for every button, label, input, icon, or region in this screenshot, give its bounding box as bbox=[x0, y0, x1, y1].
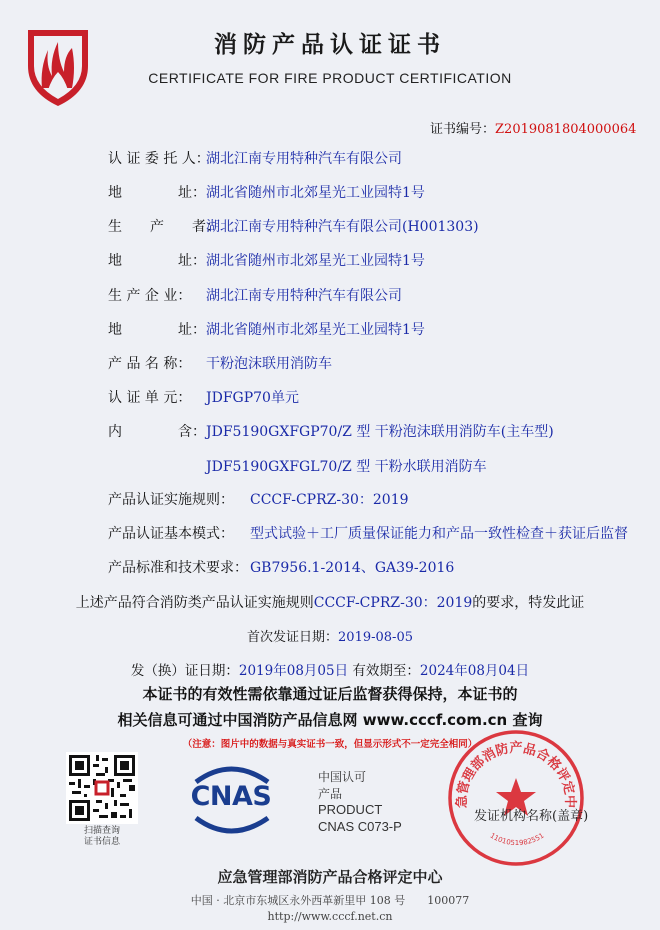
qr-code[interactable] bbox=[66, 752, 138, 824]
field-value-product-name: 干粉泡沫联用消防车 bbox=[206, 356, 332, 372]
field-value-contains-1: JDF5190GXFGP70/Z 型 干粉泡沫联用消防车(主车型) bbox=[206, 424, 554, 440]
cnas-line-1: 中国认可 bbox=[318, 770, 367, 784]
field-value-applicant: 湖北江南专用特种汽车有限公司 bbox=[206, 151, 402, 167]
issue-date-label: 发（换）证日期： bbox=[130, 663, 239, 679]
seal-number: 1101051982551 bbox=[488, 831, 546, 848]
field-label-applicant: 认 证 委 托 人： bbox=[108, 151, 210, 167]
certificate-number bbox=[430, 118, 636, 137]
field-label-manufacturer-address: 地 址： bbox=[108, 322, 206, 338]
certificate-number-value: Z2019081804000064 bbox=[495, 122, 637, 137]
field-label-producer: 生 产 者： bbox=[108, 219, 220, 235]
issue-validity-dates bbox=[0, 659, 660, 679]
field-label-unit: 认 证 单 元： bbox=[108, 390, 192, 406]
validity-line-2: 相关信息可通过中国消防产品信息网 www.cccf.com.cn 查询 bbox=[117, 711, 543, 729]
validity-line-1: 本证书的有效性需依靠通过证后监督获得保持，本证书的 bbox=[142, 685, 518, 703]
field-value-producer-address: 湖北省随州市北郊星光工业园特1号 bbox=[206, 253, 425, 269]
footer-url[interactable]: http://www.cccf.net.cn bbox=[267, 910, 393, 923]
qr-caption bbox=[66, 826, 138, 848]
certificate-number-label: 证书编号： bbox=[430, 122, 496, 137]
svg-text:1101051982551 bbox=[489, 832, 546, 848]
first-issue-value: 2019-08-05 bbox=[338, 630, 413, 645]
cert-mode-label: 产品认证基本模式： bbox=[108, 526, 234, 542]
field-value-producer: 湖北江南专用特种汽车有限公司(H001303) bbox=[206, 219, 479, 235]
footer-address: 中国 · 北京市东城区永外西革新里甲 108 号 100077 bbox=[190, 894, 470, 907]
field-value-contains-2: JDF5190GXFGL70/Z 型 干粉水联用消防车 bbox=[206, 459, 487, 475]
field-value-manufacturer: 湖北江南专用特种汽车有限公司 bbox=[206, 288, 402, 304]
qr-caption-line-1: 扫描查询 bbox=[83, 826, 120, 836]
standard-label: 产品标准和技术要求： bbox=[108, 560, 248, 576]
cnas-line-2: 产品 bbox=[318, 787, 343, 801]
cnas-line-3: PRODUCT bbox=[318, 802, 383, 817]
field-value-applicant-address: 湖北省随州市北郊星光工业园特1号 bbox=[206, 185, 425, 201]
cnas-logo-text: CNAS bbox=[190, 781, 272, 812]
field-value-manufacturer-address: 湖北省随州市北郊星光工业园特1号 bbox=[206, 322, 425, 338]
field-value-unit: JDFGP70单元 bbox=[206, 390, 299, 406]
field-label-applicant-address: 地 址： bbox=[108, 185, 206, 201]
field-label-product-name: 产 品 名 称： bbox=[108, 356, 192, 372]
qr-caption-line-2: 证书信息 bbox=[83, 837, 120, 847]
impl-rule-label: 产品认证实施规则： bbox=[108, 492, 234, 508]
field-label-producer-address: 地 址： bbox=[108, 253, 206, 269]
valid-until-label: 有效期至： bbox=[352, 663, 420, 679]
statement-rule: CCCF-CPRZ-30：2019 bbox=[313, 595, 473, 611]
field-label-contains: 内 含： bbox=[108, 424, 206, 440]
statement-post: 的要求，特发此证 bbox=[472, 595, 585, 611]
statement-pre: 上述产品符合消防类产品认证实施规则 bbox=[75, 595, 314, 611]
footer-organization: 应急管理部消防产品合格评定中心 bbox=[217, 868, 443, 886]
impl-rule-value: CCCF-CPRZ-30：2019 bbox=[250, 492, 409, 508]
official-seal bbox=[446, 728, 589, 868]
certificate-title-english: CERTIFICATE FOR FIRE PRODUCT CERTIFICATION bbox=[148, 70, 512, 86]
first-issue-date bbox=[0, 626, 660, 645]
issuing-authority-signature: 发证机构名称(盖章) bbox=[474, 809, 589, 824]
seal-ring-text: 急管理部消防产品合格评定中 bbox=[454, 740, 578, 809]
cnas-line-4: CNAS C073-P bbox=[318, 819, 402, 834]
field-label-manufacturer: 生 产 企 业： bbox=[108, 288, 192, 304]
cert-mode-value: 型式试验＋工厂质量保证能力和产品一致性检查＋获证后监督 bbox=[250, 526, 628, 542]
certificate-title: 消防产品认证证书 bbox=[214, 31, 446, 58]
valid-until-value: 2024年08月04日 bbox=[419, 663, 530, 679]
disclaimer-note: （注意：图片中的数据与真实证书一致，但显示形式不一定完全相同） bbox=[182, 739, 478, 750]
standard-value: GB7956.1-2014、GA39-2016 bbox=[250, 560, 455, 576]
statement bbox=[0, 592, 660, 612]
issue-date-value: 2019年08月05日 bbox=[238, 663, 349, 679]
first-issue-label: 首次发证日期： bbox=[247, 630, 339, 645]
